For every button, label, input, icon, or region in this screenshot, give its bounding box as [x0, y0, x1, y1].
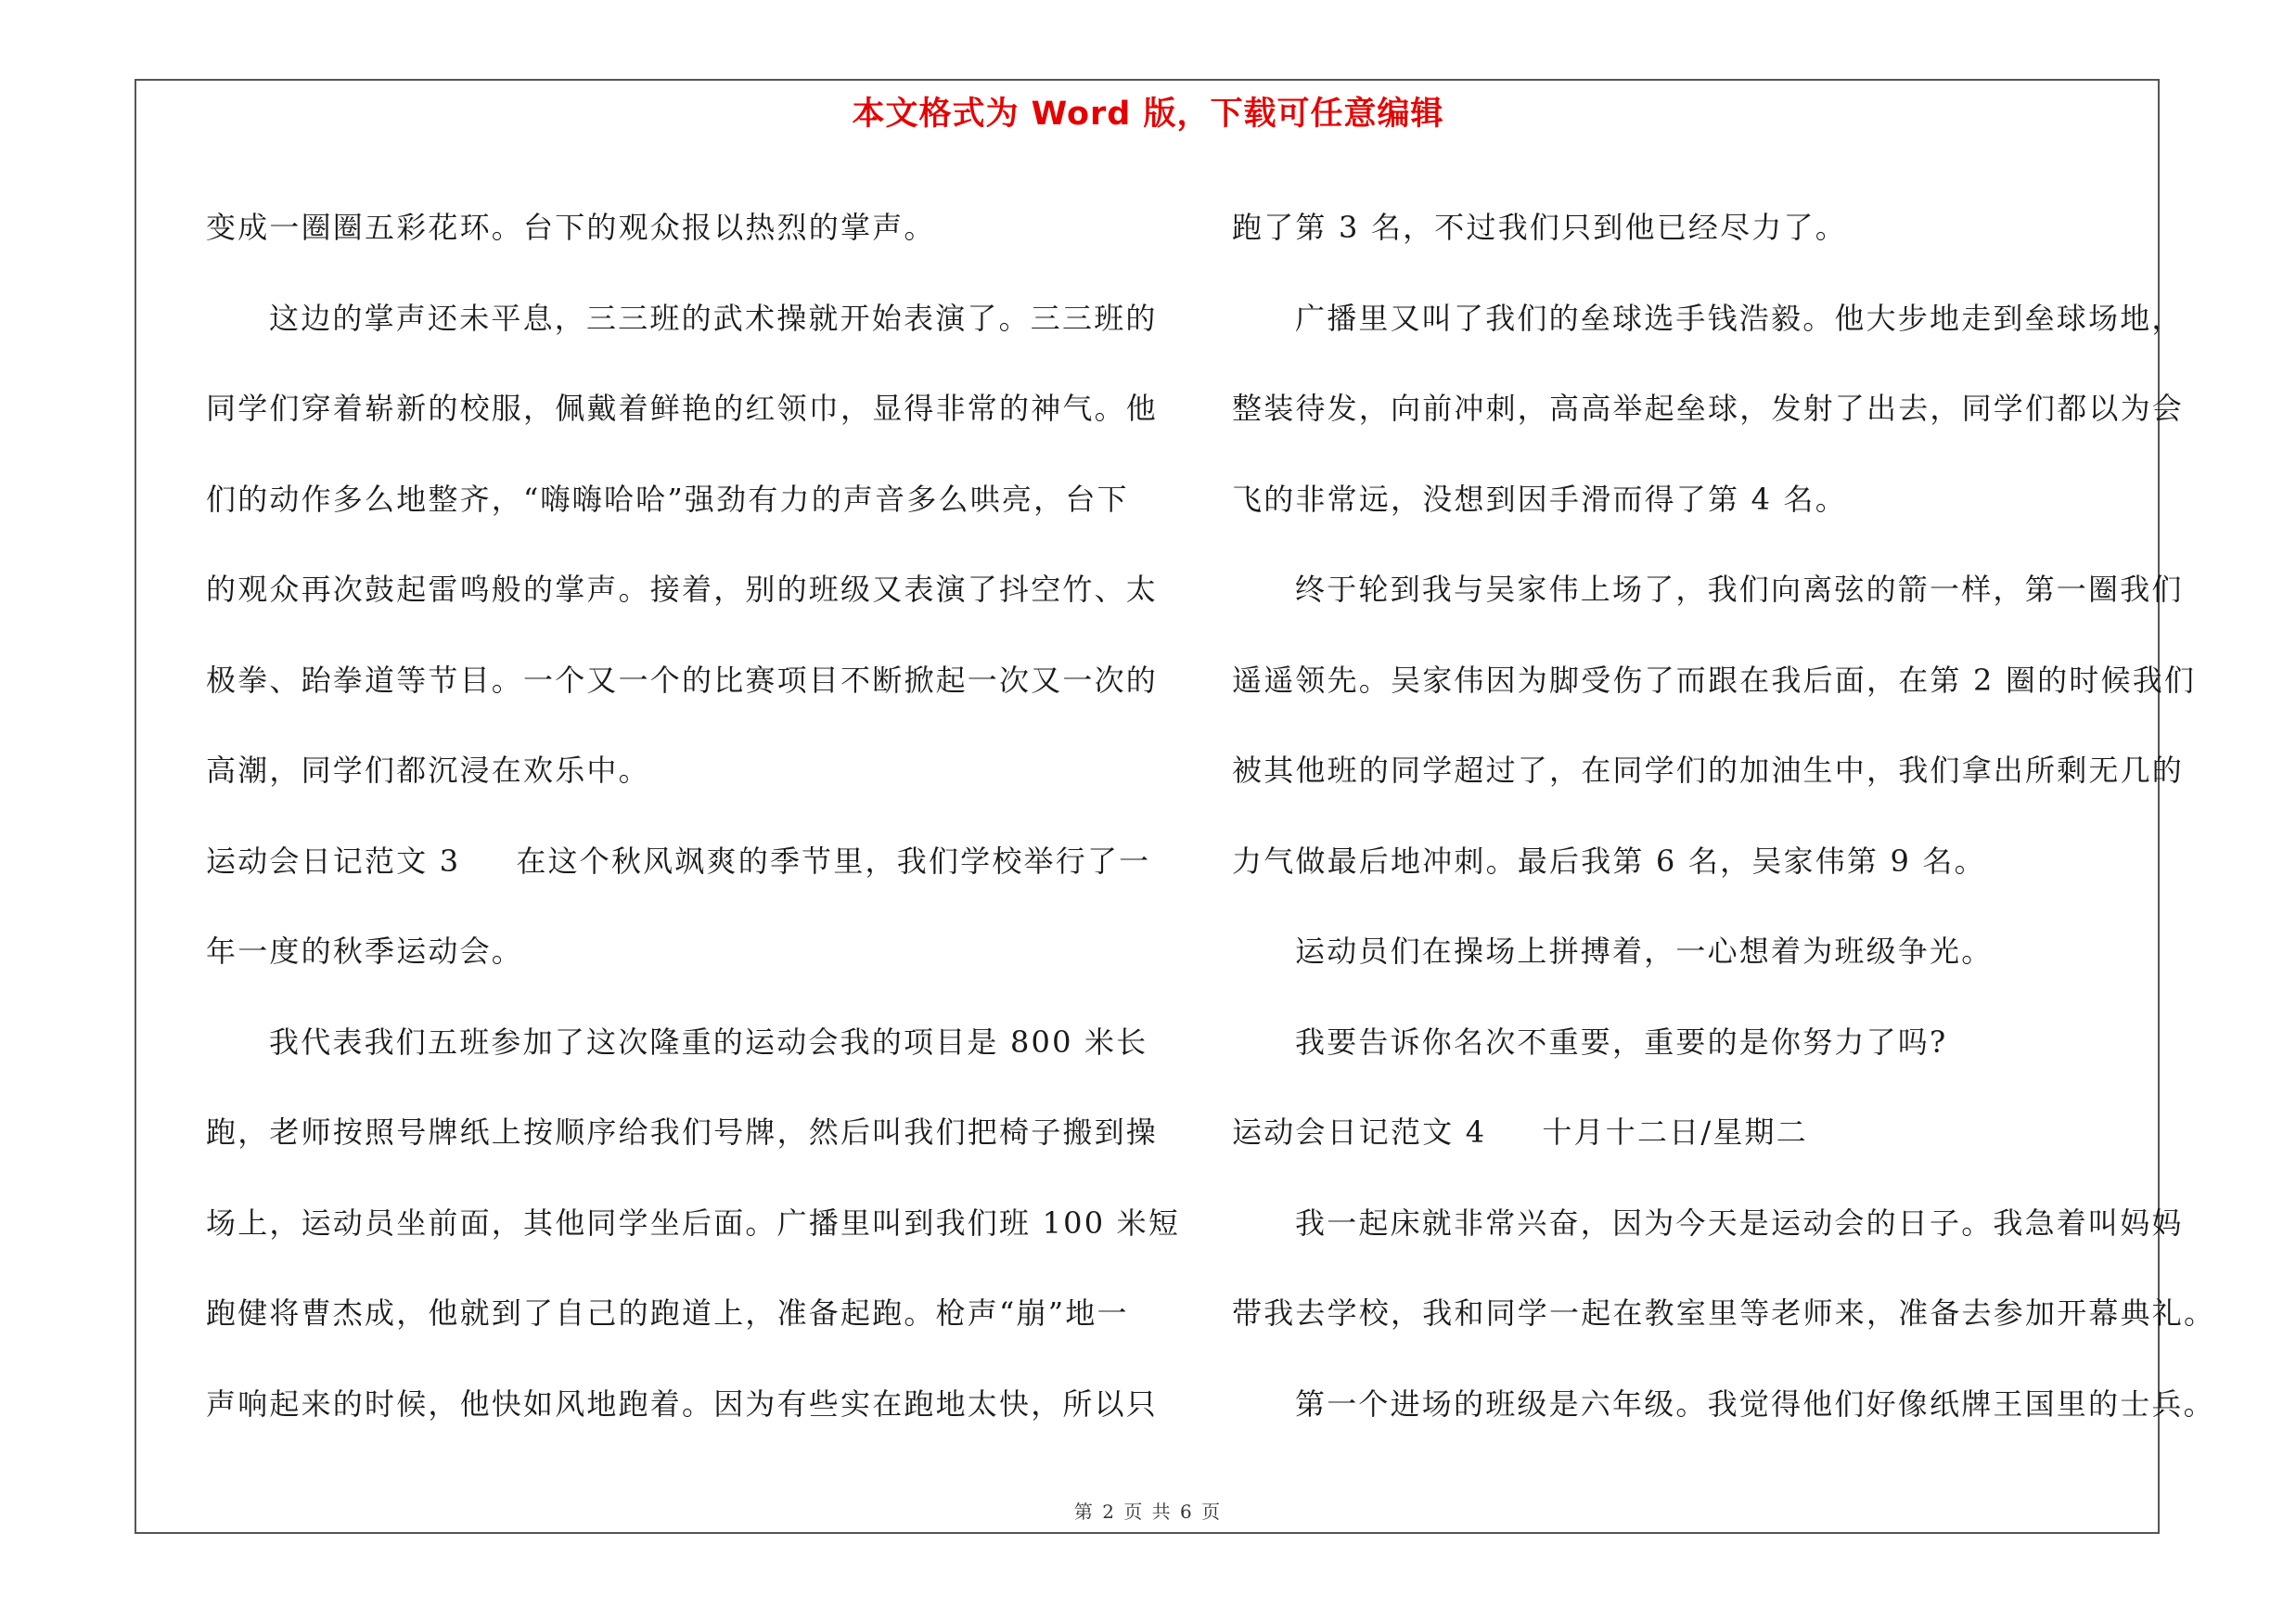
- text-line: 我要告诉你名次不重要，重要的是你努力了吗?: [1295, 1024, 1948, 1060]
- text-line: 带我去学校，我和同学一起在教室里等老师来，准备去参加开幕典礼。: [1232, 1295, 2216, 1331]
- paragraph: [1232, 907, 2174, 998]
- text-line: 终于轮到我与吴家伟上场了，我们向离弦的箭一样，第一圈我们: [1295, 572, 2184, 607]
- paragraph: [1232, 183, 2174, 274]
- text-line: 力气做最后地冲刺。最后我第 6 名，吴家伟第 9 名。: [1232, 843, 1986, 879]
- text-line: 第一个进场的班级是六年级。我觉得他们好像纸牌王国里的士兵。: [1295, 1385, 2215, 1422]
- left-column: [206, 183, 1181, 1449]
- text-line: 我代表我们五班参加了这次隆重的运动会我的项目是 800 米长: [269, 1024, 1148, 1060]
- heading-text: 十月十二日/星期二: [1542, 1114, 1808, 1150]
- heading-text: 在这个秋风飒爽的季节里，我们学校举行了一: [516, 843, 1151, 879]
- text-line: [206, 817, 1151, 908]
- paragraph: [206, 998, 1181, 1450]
- text-line: 整装待发，向前冲刺，高高举起垒球，发射了出去，同学们都以为会: [1232, 391, 2185, 426]
- page-number: 第 2 页 共 6 页: [1073, 1501, 1223, 1523]
- text-line: 飞的非常远，没想到因手滑而得了第 4 名。: [1232, 481, 1847, 517]
- text-line: 遥遥领先。吴家伟因为脚受伤了而跟在我后面，在第 2 圈的时候我们: [1232, 662, 2197, 698]
- paragraph: [1232, 545, 2197, 907]
- right-column: [1232, 183, 2216, 1449]
- paragraph: [206, 183, 1134, 274]
- text-line: 高潮，同学们都沉浸在欢乐中。: [206, 753, 650, 788]
- text-line: 同学们穿着崭新的校服，佩戴着鲜艳的红领巾，显得非常的神气。他: [206, 391, 1159, 426]
- text-line: 的观众再次鼓起雷鸣般的掌声。接着，别的班级又表演了抖空竹、太: [206, 572, 1159, 607]
- text-line: 声响起来的时候，他快如风地跑着。因为有些实在跑地太快，所以只: [206, 1385, 1159, 1422]
- paragraph: [1232, 1179, 2216, 1359]
- header-banner: 本文格式为 Word 版，下载可任意编辑: [852, 96, 1444, 133]
- text-line: 被其他班的同学超过了，在同学们的加油生中，我们拿出所剩无几的: [1232, 753, 2185, 788]
- text-line: 我一起床就非常兴奋，因为今天是运动会的日子。我急着叫妈妈: [1295, 1204, 2184, 1241]
- section-heading: 运动会日记范文 4: [1232, 1114, 1487, 1150]
- paragraph: [1232, 998, 2174, 1088]
- section-heading: 运动会日记范文 3: [206, 843, 461, 879]
- text-line: 们的动作多么地整齐，“嗨嗨哈哈”强劲有力的声音多么哄亮，台下: [206, 481, 1129, 517]
- section-heading-paragraph: [1232, 1088, 2174, 1179]
- text-line: 跑了第 3 名，不过我们只到他已经尽力了。: [1232, 210, 1847, 245]
- section-heading-paragraph: [206, 817, 1151, 998]
- text-line: 跑，老师按照号牌纸上按顺序给我们号牌，然后叫我们把椅子搬到操: [206, 1114, 1159, 1150]
- text-line: [1232, 1088, 2174, 1179]
- text-line: 极拳、跆拳道等节目。一个又一个的比赛项目不断掀起一次又一次的: [206, 662, 1159, 698]
- text-line: 变成一圈圈五彩花环。台下的观众报以热烈的掌声。: [206, 210, 936, 245]
- paragraph: [206, 274, 1159, 817]
- text-line: 年一度的秋季运动会。: [206, 934, 524, 969]
- text-line: 场上，运动员坐前面，其他同学坐后面。广播里叫到我们班 100 米短: [206, 1204, 1181, 1241]
- text-line: 跑健将曹杰成，他就到了自己的跑道上，准备起跑。枪声“崩”地一: [206, 1295, 1129, 1331]
- text-line: 这边的掌声还未平息，三三班的武术操就开始表演了。三三班的: [269, 300, 1158, 336]
- text-line: 广播里又叫了我们的垒球选手钱浩毅。他大步地走到垒球场地，: [1295, 300, 2184, 336]
- paragraph: [1232, 1359, 2215, 1450]
- text-line: 运动员们在操场上拼搏着，一心想着为班级争光。: [1295, 934, 1994, 969]
- paragraph: [1232, 274, 2185, 546]
